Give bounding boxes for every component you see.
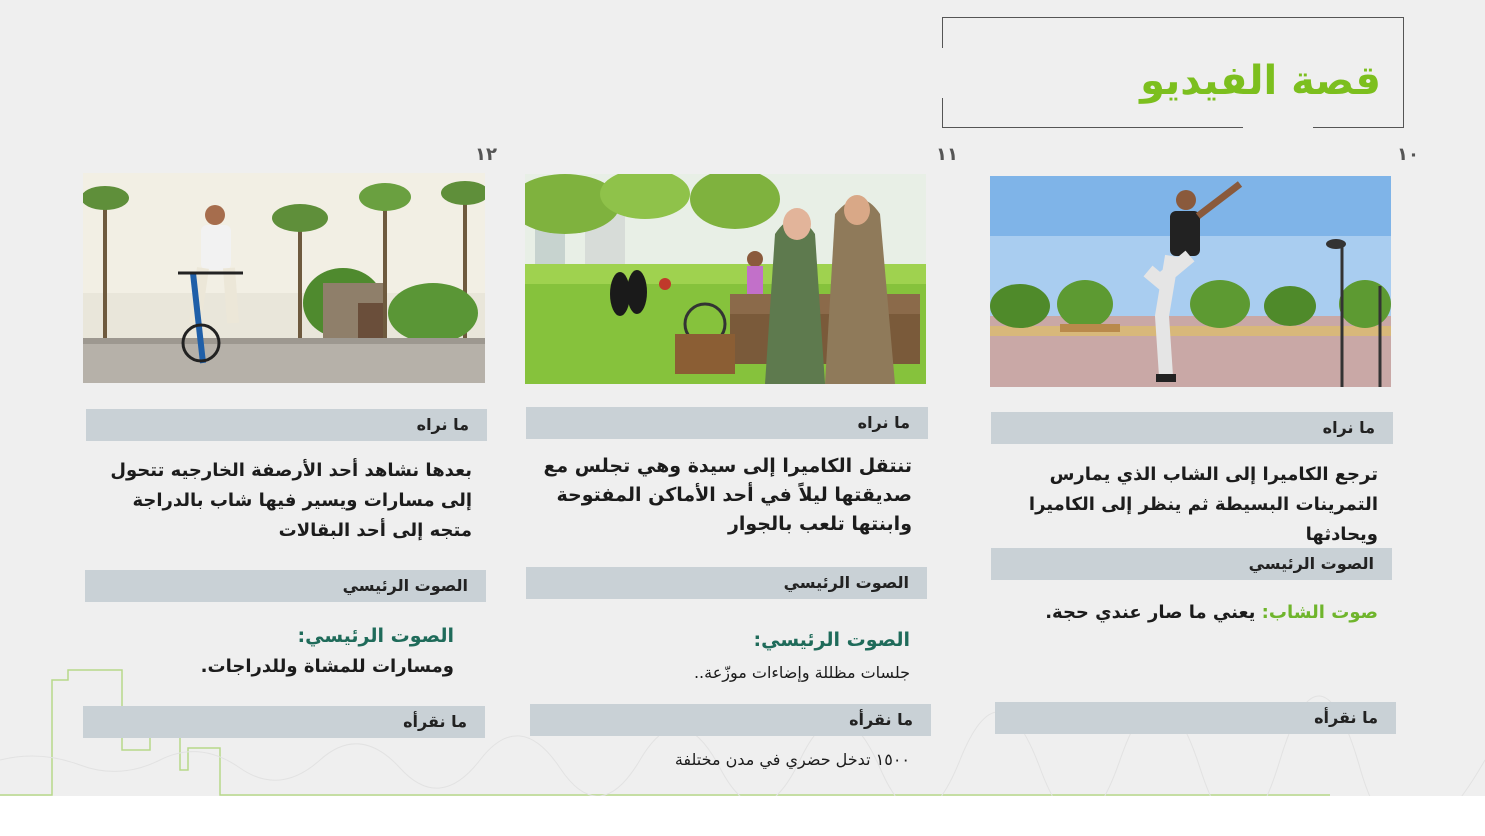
scene-number-12: ١٢ xyxy=(475,144,497,165)
main-voice-bar-10: الصوت الرئيسي xyxy=(991,548,1392,580)
what-we-read-bar-12: ما نقرأه xyxy=(83,706,485,738)
what-we-read-bar-11: ما نقرأه xyxy=(530,704,931,736)
what-we-see-bar-10: ما نراه xyxy=(991,412,1393,444)
scene-image-cyclist-sidewalk xyxy=(83,173,485,383)
voice-block-10 xyxy=(1000,596,1378,630)
what-we-read-bar-10: ما نقرأه xyxy=(995,702,1396,734)
scene-number-10: ١٠ xyxy=(1397,144,1419,165)
footer-band xyxy=(0,796,1485,836)
scene-image-women-in-park xyxy=(525,174,926,384)
what-we-see-bar-12: ما نراه xyxy=(86,409,487,441)
page-title: قصة الفيديو xyxy=(1140,58,1381,104)
read-text-11: ١٥٠٠ تدخل حضري في مدن مختلفة xyxy=(674,750,910,769)
scene-image-man-exercising xyxy=(990,176,1391,387)
scene-number-11: ١١ xyxy=(936,144,958,165)
voice-label-11: الصوت الرئيسي: xyxy=(753,629,910,651)
main-voice-bar-11: الصوت الرئيسي xyxy=(526,567,927,599)
see-text-11: تنتقل الكاميرا إلى سيدة وهي تجلس مع صديقتها ليلاً في أحد الأماكن المفتوحة وابنتها تلعب بالجوار xyxy=(543,455,912,535)
see-text-12: بعدها نشاهد أحد الأرصفة الخارجيه تتحول إلى مسارات ويسير فيها شاب بالدراجة متجه إلى أحد البقالات xyxy=(110,460,472,541)
what-we-see-bar-11: ما نراه xyxy=(526,407,928,439)
main-voice-bar-12: الصوت الرئيسي xyxy=(85,570,486,602)
voice-label-12: الصوت الرئيسي: xyxy=(297,625,454,647)
voice-text-11: جلسات مظللة وإضاءات موزّعة.. xyxy=(693,663,910,682)
voice-text-10: يعني ما صار عندي حجة. xyxy=(1045,602,1256,623)
see-text-10: ترجع الكاميرا إلى الشاب الذي يمارس التمرينات البسيطة ثم ينظر إلى الكاميرا ويحادثها xyxy=(1028,464,1378,545)
voice-speaker-label-10: صوت الشاب: xyxy=(1261,602,1378,623)
voice-text-12: ومسارات للمشاة وللدراجات. xyxy=(200,656,454,677)
